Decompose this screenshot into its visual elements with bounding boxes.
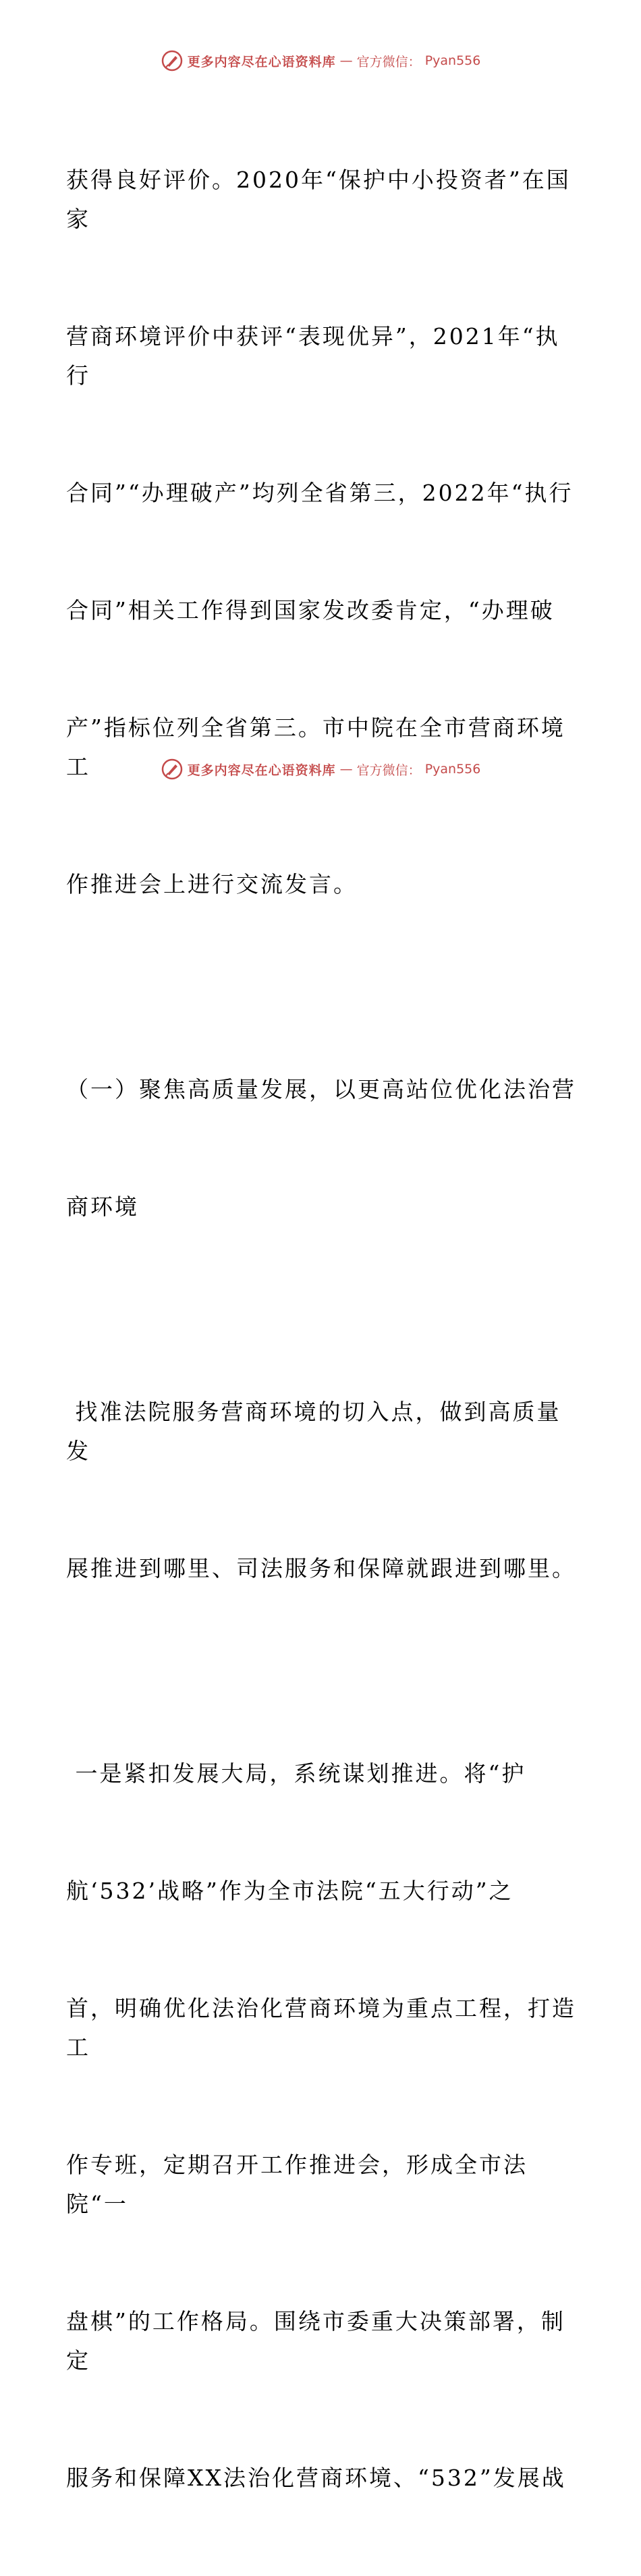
text-line: 合同”相关工作得到国家发改委肯定，“办理破: [66, 597, 555, 623]
text-line: 作专班，定期召开工作推进会，形成全市法院“一: [66, 2152, 528, 2217]
text-line: 服务和保障XX法治化营商环境、“532”发展战: [66, 2465, 566, 2491]
paragraph-point-one: [66, 1676, 579, 2576]
text-line: 展推进到哪里、司法服务和保障就跟进到哪里。: [66, 1555, 576, 1581]
text-line: 合同”“办理破产”均列全省第三，2022年“执行: [66, 480, 574, 506]
text-line: 找准法院服务营商环境的切入点，做到高质量发: [66, 1399, 561, 1464]
paragraph-evaluation: [66, 82, 579, 982]
text-line: 航‘532’战略”作为全市法院“五大行动”之: [66, 1878, 513, 1904]
watermark-separator: —: [339, 762, 353, 777]
text-line: 盘棋”的工作格局。围绕市委重大决策部署，制定: [66, 2308, 565, 2374]
watermark-separator: —: [339, 53, 353, 68]
document-body: [66, 82, 579, 2576]
text-line: 营商环境评价中获评“表现优异”，2021年“执行: [66, 323, 560, 389]
watermark-wechat-id: Pyan556: [424, 762, 481, 777]
section-heading: [66, 992, 579, 1305]
quill-logo-icon: [161, 49, 184, 72]
watermark-wechat-id: Pyan556: [424, 53, 481, 68]
text-line: 作推进会上进行交流发言。: [66, 871, 358, 897]
watermark-main-text: 更多内容尽在心语资料库: [187, 54, 336, 69]
footer-watermark: [0, 756, 641, 783]
text-line: 获得良好评价。2020年“保护中小投资者”在国家: [66, 167, 571, 232]
text-line: 首，明确优化法治化营商环境为重点工程，打造工: [66, 1995, 576, 2061]
watermark-sub-text: 官方微信：: [356, 54, 421, 69]
text-line: 一是紧扣发展大局，系统谋划推进。将“护: [66, 1760, 526, 1787]
watermark-sub-text: 官方微信：: [356, 762, 421, 778]
text-line: 商环境: [66, 1194, 139, 1220]
header-watermark: [0, 47, 641, 74]
watermark-main-text: 更多内容尽在心语资料库: [187, 762, 336, 778]
text-line: （一）聚焦高质量发展，以更高站位优化法治营: [66, 1076, 576, 1102]
text-line: 产”指标位列全省第三。市中院在全市营商环境工: [66, 715, 565, 780]
paragraph-entry-point: [66, 1314, 579, 1667]
quill-logo-icon: [161, 758, 184, 781]
